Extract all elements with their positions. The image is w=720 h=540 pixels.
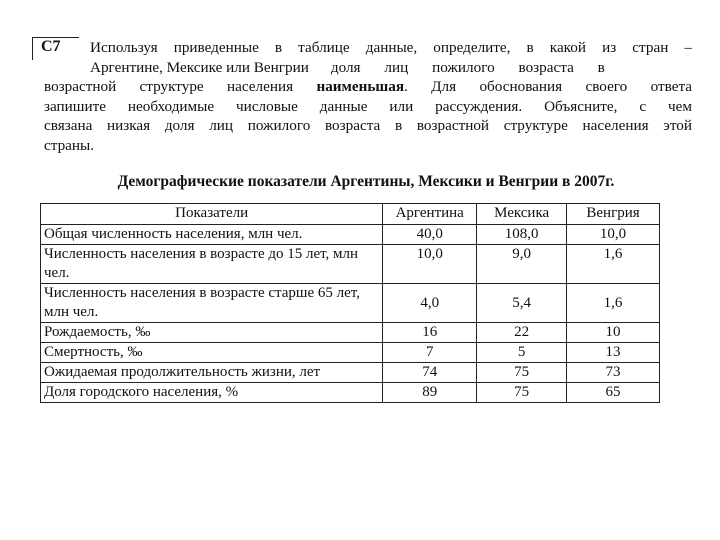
cell-hungary: 65 <box>567 383 660 403</box>
row-label: Доля городского населения, % <box>41 383 383 403</box>
task-line-3b: . Для обоснования своего ответа <box>404 78 693 96</box>
task-line-1: Используя приведенные в таблице данные, определите, в какой из стран – <box>90 39 692 56</box>
cell-hungary: 10 <box>567 323 660 343</box>
task-line-2a: Аргентине, Мексике или Венгрии <box>90 58 309 76</box>
cell-hungary: 73 <box>567 363 660 383</box>
row-label: Ожидаемая продолжительность жизни, лет <box>41 363 383 383</box>
cell-mexico: 9,0 <box>477 245 567 284</box>
cell-argentina: 7 <box>383 343 477 363</box>
cell-argentina: 4,0 <box>383 284 477 323</box>
table-row <box>41 363 660 383</box>
cell-mexico: 5,4 <box>477 284 567 323</box>
cell-mexico: 22 <box>477 323 567 343</box>
table-row <box>41 284 660 323</box>
row-label: Общая численность населения, млн чел. <box>41 225 383 245</box>
row-label: Смертность, ‰ <box>41 343 383 363</box>
header-argentina: Аргентина <box>383 204 477 225</box>
task-text <box>44 38 692 156</box>
table-row <box>41 323 660 343</box>
cell-hungary: 13 <box>567 343 660 363</box>
header-mexico: Мексика <box>477 204 567 225</box>
task-line-2b: доля лиц пожилого возраста в <box>330 58 605 76</box>
task-line-3 <box>44 77 692 97</box>
task-line-2 <box>44 58 692 78</box>
cell-hungary: 1,6 <box>567 284 660 323</box>
row-label: Численность населения в возрасте до 15 лет, млн чел. <box>41 245 383 284</box>
task-line-4: запишите необходимые числовые данные или рассуждения. Объясните, с чем <box>44 97 692 115</box>
row-label: Численность населения в возрасте старше 65 лет, млн чел. <box>41 284 383 323</box>
cell-mexico: 108,0 <box>477 225 567 245</box>
task-number: С7 <box>41 38 61 55</box>
header-hungary: Венгрия <box>567 204 660 225</box>
cell-argentina: 16 <box>383 323 477 343</box>
header-indicators: Показатели <box>41 204 383 225</box>
task-line-6: страны. <box>44 136 95 154</box>
task-line-3a: возрастной структуре населения <box>44 78 294 96</box>
cell-argentina: 10,0 <box>383 245 477 284</box>
cell-mexico: 75 <box>477 363 567 383</box>
task-line-5: связана низкая доля лиц пожилого возраста в возрастной структуре населения этой <box>44 117 692 135</box>
cell-argentina: 89 <box>383 383 477 403</box>
cell-mexico: 5 <box>477 343 567 363</box>
cell-argentina: 40,0 <box>383 225 477 245</box>
table-header-row <box>41 204 660 225</box>
cell-mexico: 75 <box>477 383 567 403</box>
table-row <box>41 383 660 403</box>
task-line-3-bold: наименьшая <box>316 78 405 96</box>
row-label: Рождаемость, ‰ <box>41 323 383 343</box>
cell-argentina: 74 <box>383 363 477 383</box>
table-row <box>41 343 660 363</box>
table-row <box>41 225 660 245</box>
cell-hungary: 1,6 <box>567 245 660 284</box>
cell-hungary: 10,0 <box>567 225 660 245</box>
demographics-table <box>40 203 660 403</box>
table-row <box>41 245 660 284</box>
table-title: Демографические показатели Аргентины, Мексики и Венгрии в 2007г. <box>117 173 615 190</box>
